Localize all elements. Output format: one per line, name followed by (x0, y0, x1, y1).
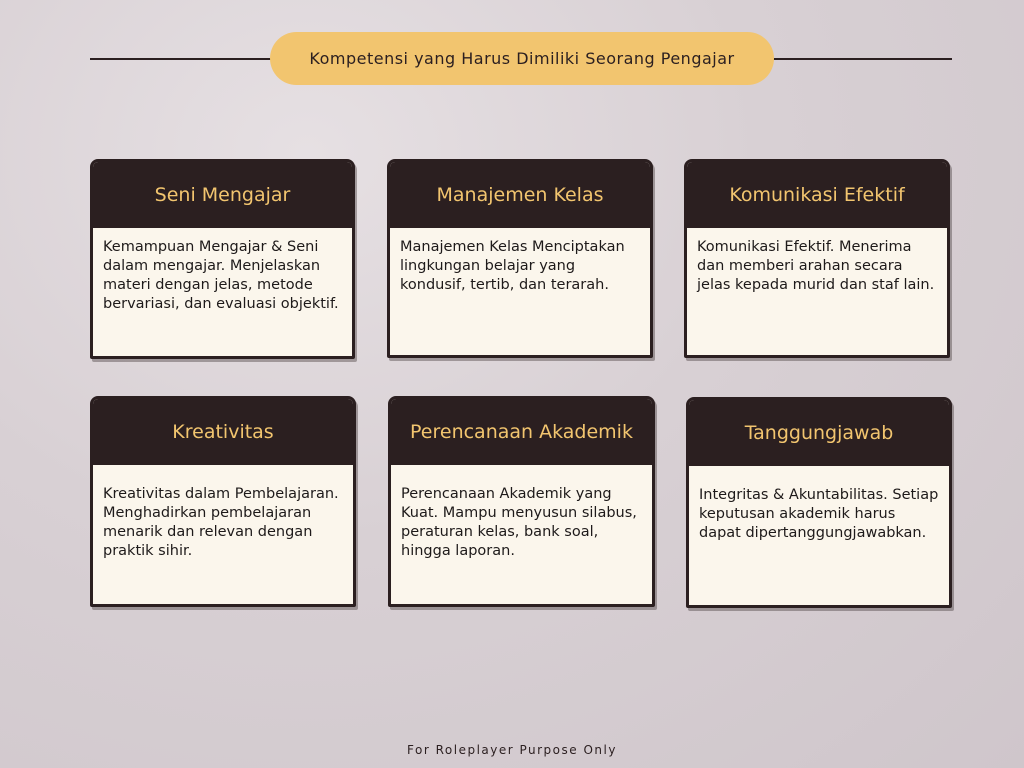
card-title: Tanggungjawab (689, 400, 949, 466)
card-title: Kreativitas (93, 399, 353, 465)
card-text: Komunikasi Efektif. Menerima dan memberi arahan secara jelas kepada murid dan staf lain. (697, 239, 935, 293)
card-text: Kemampuan Mengajar & Seni dalam mengajar. Menjelaskan materi dengan jelas, metode bervariasi, dan evaluasi objektif. (103, 239, 339, 312)
footer-note: For Roleplayer Purpose Only (407, 743, 617, 757)
card-seni-mengajar (90, 159, 355, 359)
card-perencanaan-akademik (388, 396, 655, 607)
card-text: Perencanaan Akademik yang Kuat. Mampu menyusun silabus, peraturan kelas, bank soal, hingga laporan. (401, 486, 637, 559)
card-tanggungjawab (686, 397, 952, 608)
page-title: Kompetensi yang Harus Dimiliki Seorang Pengajar (270, 32, 774, 85)
card-title: Perencanaan Akademik (391, 399, 652, 465)
card-manajemen-kelas (387, 159, 653, 358)
card-text: Integritas & Akuntabilitas. Setiap keputusan akademik harus dapat dipertanggungjawabkan. (699, 487, 939, 541)
card-text: Kreativitas dalam Pembelajaran. Menghadirkan pembelajaran menarik dan relevan dengan praktik sihir. (103, 486, 339, 559)
card-title: Manajemen Kelas (390, 162, 650, 228)
card-komunikasi-efektif (684, 159, 950, 358)
card-title: Seni Mengajar (93, 162, 352, 228)
title-rule-right (772, 58, 952, 60)
card-title: Komunikasi Efektif (687, 162, 947, 228)
card-text: Manajemen Kelas Menciptakan lingkungan belajar yang kondusif, tertib, dan terarah. (400, 239, 625, 293)
card-kreativitas (90, 396, 356, 607)
title-rule-left (90, 58, 272, 60)
